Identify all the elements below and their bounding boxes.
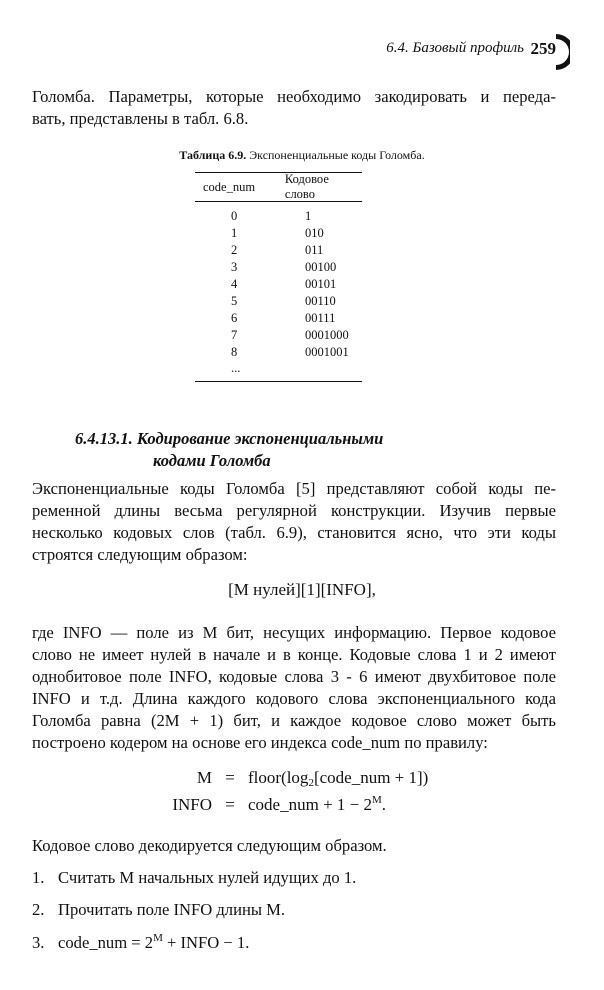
table-bottom-rule	[195, 381, 362, 382]
table-caption	[0, 148, 604, 163]
table-cell: 3	[231, 260, 238, 274]
list-text: Прочитать поле INFO длины M.	[58, 900, 286, 919]
section-heading	[75, 428, 383, 472]
text-line: где INFO — поле из M бит, несущих информацию. Первое кодовое	[32, 623, 556, 642]
table-cell: 00101	[305, 277, 337, 291]
equation-lhs: M	[196, 768, 212, 787]
list-number: 2.	[32, 900, 45, 919]
page-number-badge	[528, 32, 568, 72]
table-cell: 7	[231, 328, 238, 342]
text-line: вать, представлены в табл. 6.8.	[32, 109, 249, 128]
table-cell: 2	[231, 243, 238, 257]
equation-text: [code_num + 1])	[313, 768, 429, 787]
list-item	[32, 868, 356, 888]
table-cell: 5	[231, 294, 238, 308]
text-line: INFO и т.д. Длина каждого кодового слова экспоненциального кода	[32, 689, 556, 708]
body-paragraph	[32, 478, 556, 566]
table-row	[195, 208, 362, 225]
table-cell: 0001000	[305, 328, 349, 342]
text-line: построено кодером на основе его индекса code_num по правилу:	[32, 733, 488, 752]
table-cell: 8	[231, 345, 238, 359]
equation-info	[150, 794, 386, 815]
equation-text: code_num + 1 − 2	[248, 795, 372, 814]
table-cell: 011	[305, 243, 324, 257]
table-cell: 010	[305, 226, 324, 240]
table-cell: 0001001	[305, 345, 349, 359]
table-cell: 0	[231, 209, 238, 223]
table-header-cell: code_num	[203, 179, 256, 194]
table-row	[195, 327, 362, 344]
list-text-part: + INFO − 1.	[162, 933, 250, 952]
text-line: слово не имеет нулей в начале и в конце. Кодовые слова 1 и 2 имеют	[32, 645, 556, 664]
table-row	[195, 344, 362, 361]
table-header-row	[195, 173, 362, 201]
golomb-code-table	[195, 172, 362, 382]
decode-intro: Кодовое слово декодируется следующим образом.	[32, 836, 387, 855]
table-cell: 1	[231, 226, 238, 240]
list-text-part: code_num = 2	[58, 933, 154, 952]
text-line: Голомба. Параметры, которые необходимо закодировать и переда-	[32, 87, 556, 106]
equation-superscript: M	[372, 794, 382, 806]
table-cell: 1	[305, 209, 312, 223]
running-header	[0, 38, 604, 72]
intro-paragraph	[32, 86, 556, 130]
section-title-line: Кодирование экспоненциальными	[136, 429, 384, 448]
equation-rhs	[248, 795, 386, 814]
page-number: 259	[530, 39, 556, 58]
equation-subscript: 2	[308, 777, 314, 789]
table-ellipsis: ...	[231, 361, 241, 375]
body-paragraph	[32, 622, 556, 754]
table-cell: 00111	[305, 311, 336, 325]
equation-text: .	[381, 795, 387, 814]
list-number: 3.	[32, 933, 45, 952]
text-line: однобитовое поле INFO, кодовые слова 3 - 6 имеют двухбитовое поле	[32, 667, 556, 686]
equation-text: floor(log	[248, 768, 309, 787]
equation-operator: =	[225, 795, 235, 814]
list-number: 1.	[32, 868, 45, 887]
list-text: Считать M начальных нулей идущих до 1.	[58, 868, 357, 887]
running-header-title: 6.4. Базовый профиль	[386, 40, 524, 56]
table-row	[195, 259, 362, 276]
text-line: Голомба равна (2M + 1) бит, и каждое кодовое слово может быть	[32, 711, 556, 730]
table-row	[195, 225, 362, 242]
text-line: Экспоненциальные коды Голомба [5] представляют собой коды пе-	[32, 479, 556, 498]
list-item	[32, 900, 285, 920]
section-number: 6.4.13.1.	[75, 429, 133, 448]
formula-structure: [M нулей][1][INFO],	[228, 580, 376, 599]
table-cell: 4	[231, 277, 238, 291]
equation-m	[150, 768, 428, 789]
table-cell: 6	[231, 311, 238, 325]
table-header-cell: Кодовое слово	[284, 172, 329, 201]
text-line: несколько кодовых слов (табл. 6.9), становится ясно, что эти коды	[32, 523, 556, 542]
table-cell: 00100	[305, 260, 337, 274]
text-line: строятся следующим образом:	[32, 545, 248, 564]
list-superscript: M	[153, 932, 163, 944]
section-title-line: кодами Голомба	[153, 451, 271, 470]
list-item	[32, 932, 249, 953]
equation-operator: =	[225, 768, 235, 787]
table-cell: 00110	[305, 294, 336, 308]
table-row	[195, 276, 362, 293]
table-caption-label: Таблица 6.9.	[179, 148, 247, 162]
equation-lhs: INFO	[172, 795, 212, 814]
table-caption-text: Экспоненциальные коды Голомба.	[249, 148, 425, 162]
equation-rhs	[248, 768, 428, 787]
table-row	[195, 310, 362, 327]
table-row	[195, 242, 362, 259]
table-row	[195, 293, 362, 310]
list-text	[58, 933, 249, 952]
text-line: ременной длины весьма регулярной конструкции. Изучив первые	[32, 501, 556, 520]
